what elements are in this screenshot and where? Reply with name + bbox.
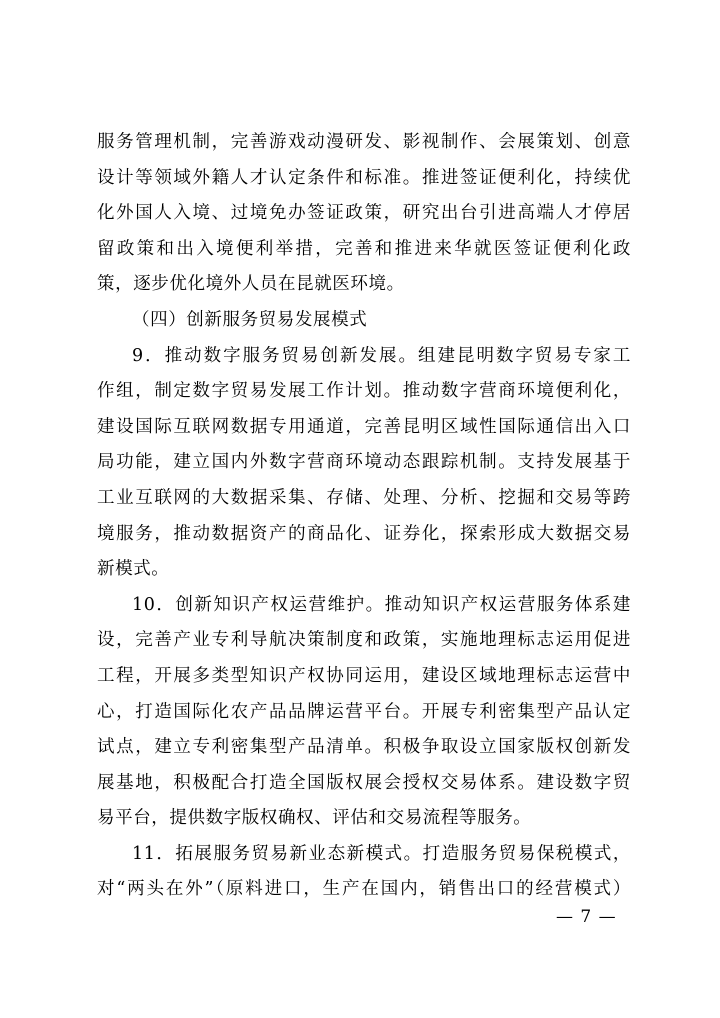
- section-heading: （四）创新服务贸易发展模式: [132, 309, 368, 330]
- paragraph-line: 留政策和出入境便利举措，完善和推进来华就医签证便利化政: [97, 238, 631, 259]
- paragraph-line: 策，逐步优化境外人员在昆就医环境。: [97, 274, 405, 295]
- paragraph-line: 局功能，建立国内外数字营商环境动态跟踪机制。支持发展基于: [97, 452, 631, 473]
- paragraph-line: 易平台，提供数字版权确权、评估和交易流程等服务。: [97, 808, 532, 829]
- paragraph-line: 展基地，积极配合打造全国版权展会授权交易体系。建设数字贸: [97, 772, 631, 793]
- paragraph-line: 作组，制定数字贸易发展工作计划。推动数字营商环境便利化，: [97, 381, 631, 402]
- paragraph-line: 对“两头在外”（原料进口，生产在国内，销售出口的经营模式）: [97, 879, 631, 900]
- paragraph-line: 11．拓展服务贸易新业态新模式。打造服务贸易保税模式，: [132, 843, 631, 864]
- paragraph-line: 建设国际互联网数据专用通道，完善昆明区域性国际通信出入口: [97, 416, 631, 437]
- paragraph-line: 服务管理机制，完善游戏动漫研发、影视制作、会展策划、创意: [97, 132, 631, 152]
- paragraph-line: 心，打造国际化农产品品牌运营平台。开展专利密集型产品认定: [97, 701, 631, 722]
- paragraph-line: 试点，建立专利密集型产品清单。积极争取设立国家版权创新发: [97, 737, 631, 758]
- body-text: [97, 125, 631, 908]
- paragraph-line: 化外国人入境、过境免办签证政策，研究出台引进高端人才停居: [97, 203, 631, 224]
- paragraph-line: 境服务，推动数据资产的商品化、证券化，探索形成大数据交易: [97, 523, 631, 544]
- page-number: — 7 —: [556, 907, 617, 927]
- paragraph-line: 设计等领域外籍人才认定条件和标准。推进签证便利化，持续优: [97, 167, 631, 188]
- paragraph-line: 9．推动数字服务贸易创新发展。组建昆明数字贸易专家工: [132, 345, 631, 366]
- paragraph-line: 10．创新知识产权运营维护。推动知识产权运营服务体系建: [132, 594, 631, 615]
- paragraph-line: 工程，开展多类型知识产权协同运用，建设区域地理标志运营中: [97, 665, 631, 686]
- paragraph-line: 设，完善产业专利导航决策制度和政策，实施地理标志运用促进: [97, 630, 631, 651]
- paragraph-line: 新模式。: [97, 559, 170, 580]
- paragraph-line: 工业互联网的大数据采集、存储、处理、分析、挖掘和交易等跨: [97, 487, 631, 508]
